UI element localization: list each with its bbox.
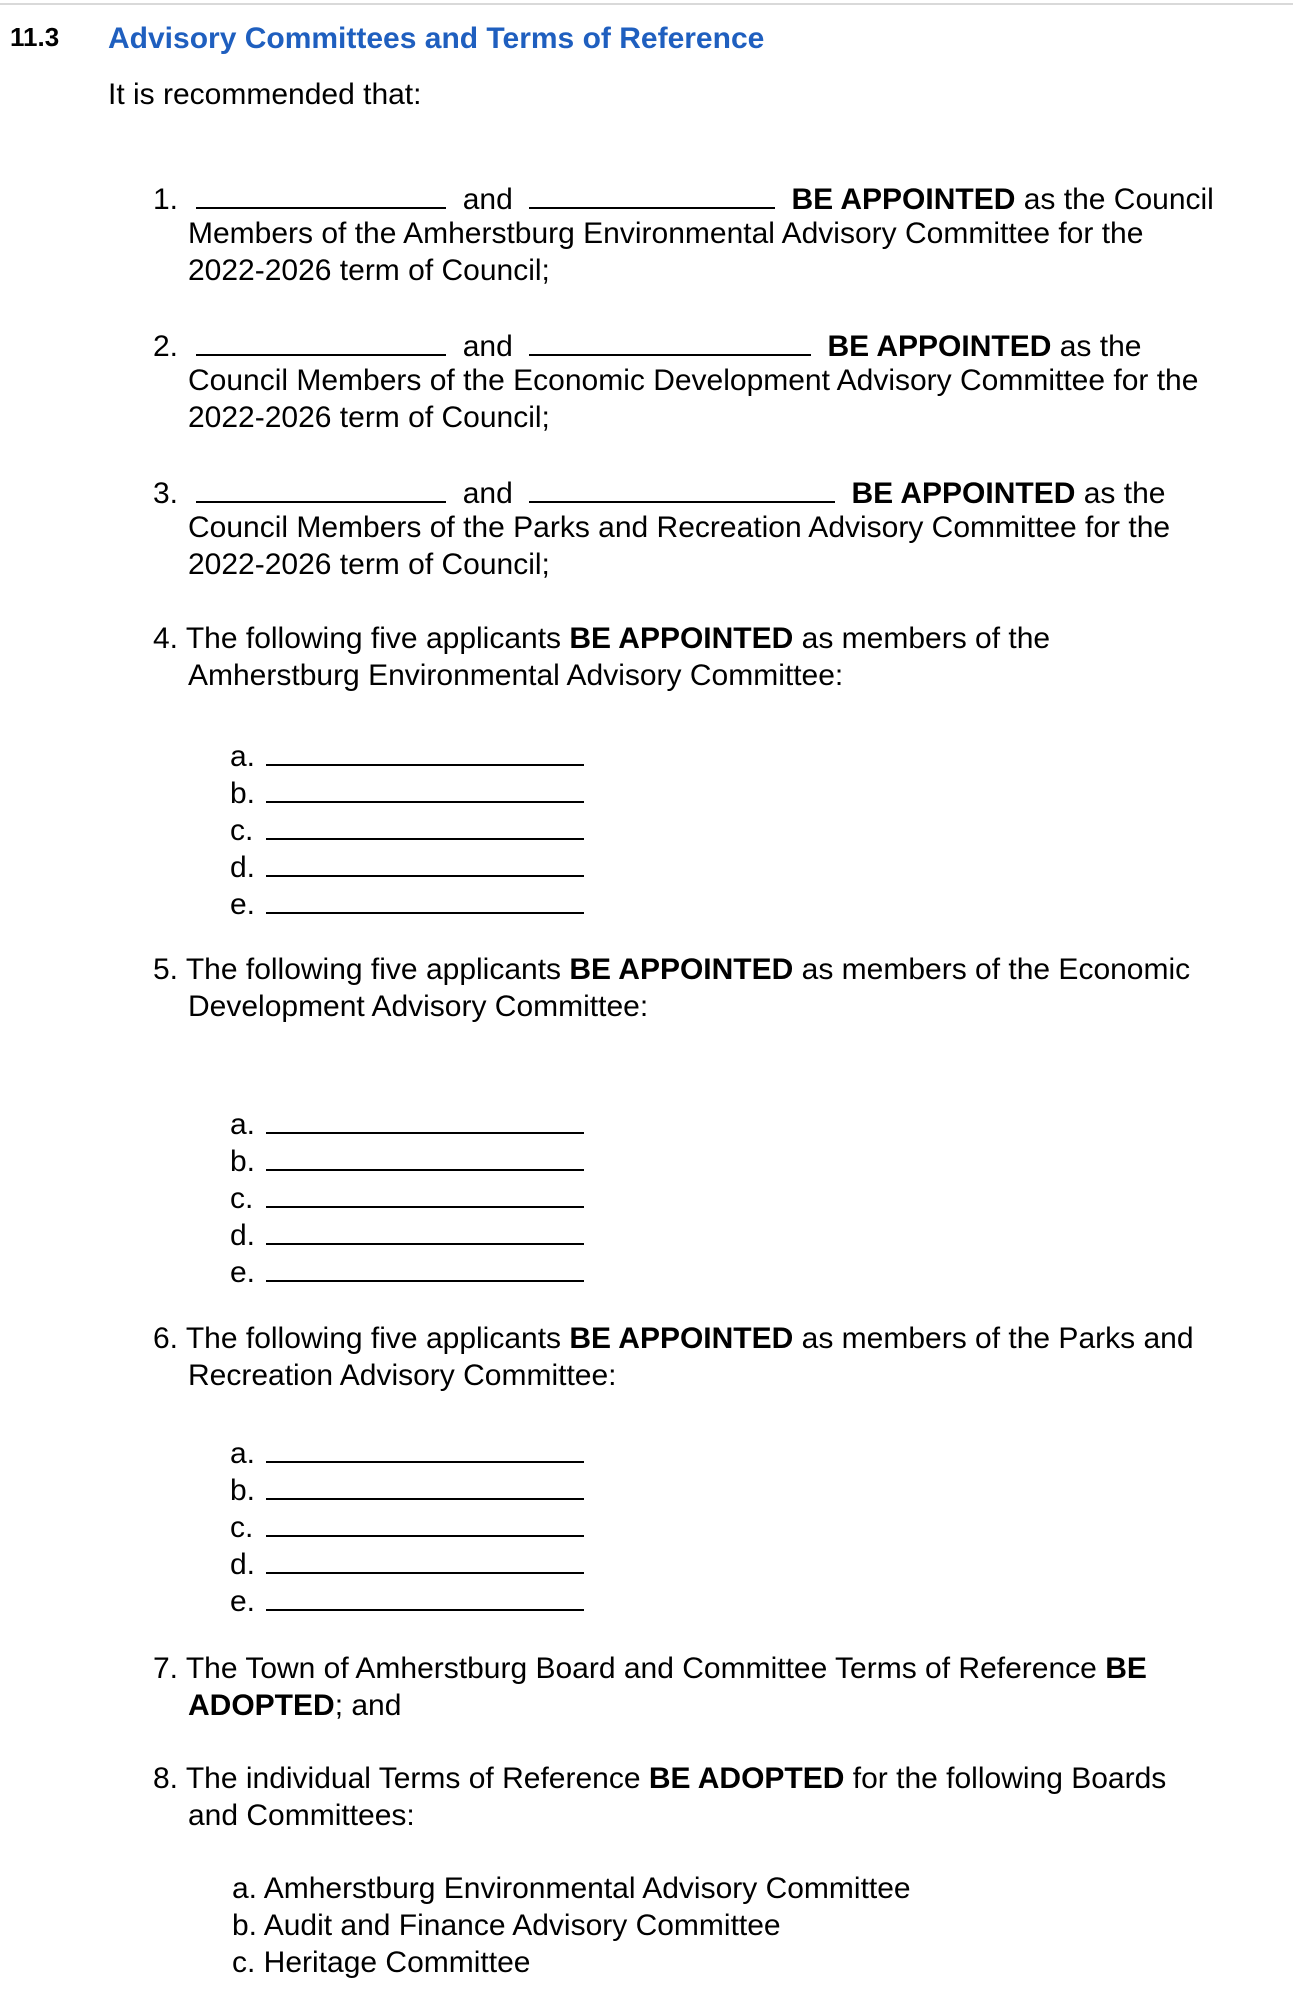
applicant-slot: e. (230, 1580, 584, 1619)
committee-list-item: c. Heritage Committee (232, 1946, 531, 1979)
applicant-blank[interactable] (266, 1140, 584, 1171)
applicant-slot: b. (230, 1469, 584, 1508)
item-8-line-2: and Committees: (188, 1799, 415, 1832)
applicant-blank[interactable] (266, 1251, 584, 1282)
applicant-slot: e. (230, 883, 584, 922)
council-member-blank[interactable] (529, 178, 775, 209)
applicant-blank[interactable] (266, 735, 584, 766)
item-1-line-3: 2022-2026 term of Council; (188, 254, 550, 287)
section-title: Advisory Committees and Terms of Reference (108, 22, 765, 55)
council-member-blank[interactable] (196, 178, 446, 209)
council-member-blank[interactable] (529, 472, 835, 503)
applicant-blank[interactable] (266, 1432, 584, 1463)
item-7-line-1: 7. The Town of Amherstburg Board and Committee Terms of Reference BE (153, 1652, 1147, 1685)
item-2-line-3: 2022-2026 term of Council; (188, 401, 550, 434)
item-1-line-1: 1. and BE APPOINTED as the Council (153, 178, 1214, 218)
applicant-slot: d. (230, 1214, 584, 1253)
item-2-line-2: Council Members of the Economic Development Advisory Committee for the (188, 364, 1199, 397)
section-number: 11.3 (10, 22, 60, 52)
applicant-blank[interactable] (266, 1506, 584, 1537)
applicant-slot: c. (230, 1177, 584, 1216)
council-member-blank[interactable] (529, 325, 811, 356)
item-6-line-1: 6. The following five applicants BE APPOINTED as members of the Parks and (153, 1322, 1194, 1355)
applicant-slot: a. (230, 1432, 584, 1471)
applicant-slot: d. (230, 846, 584, 885)
applicant-blank[interactable] (266, 809, 584, 840)
applicant-blank[interactable] (266, 1580, 584, 1611)
intro-text: It is recommended that: (108, 78, 422, 111)
item-8-line-1: 8. The individual Terms of Reference BE ADOPTED for the following Boards (153, 1762, 1167, 1795)
item-3-line-2: Council Members of the Parks and Recreation Advisory Committee for the (188, 511, 1171, 544)
applicant-blank[interactable] (266, 846, 584, 877)
applicant-slot: c. (230, 1506, 584, 1545)
item-3-line-3: 2022-2026 term of Council; (188, 548, 550, 581)
applicant-blank[interactable] (266, 1103, 584, 1134)
item-2-line-1: 2. and BE APPOINTED as the (153, 325, 1141, 365)
item-7-line-2: ADOPTED; and (188, 1689, 402, 1722)
applicant-blank[interactable] (266, 1543, 584, 1574)
applicant-blank[interactable] (266, 1214, 584, 1245)
applicant-slot: a. (230, 1103, 584, 1142)
applicant-blank[interactable] (266, 772, 584, 803)
applicant-blank[interactable] (266, 1177, 584, 1208)
council-member-blank[interactable] (196, 325, 446, 356)
committee-list-item: b. Audit and Finance Advisory Committee (232, 1909, 781, 1942)
item-4-line-1: 4. The following five applicants BE APPOINTED as members of the (153, 622, 1051, 655)
applicant-slot: a. (230, 735, 584, 774)
applicant-slot: d. (230, 1543, 584, 1582)
applicant-slot: e. (230, 1251, 584, 1290)
applicant-slot: c. (230, 809, 584, 848)
applicant-blank[interactable] (266, 1469, 584, 1500)
item-4-line-2: Amherstburg Environmental Advisory Committee: (188, 659, 844, 692)
item-5-line-2: Development Advisory Committee: (188, 990, 649, 1023)
item-5-line-1: 5. The following five applicants BE APPOINTED as members of the Economic (153, 953, 1191, 986)
item-6-line-2: Recreation Advisory Committee: (188, 1359, 617, 1392)
applicant-slot: b. (230, 772, 584, 811)
applicant-blank[interactable] (266, 883, 584, 914)
committee-list-item: a. Amherstburg Environmental Advisory Committee (232, 1872, 911, 1905)
applicant-slot: b. (230, 1140, 584, 1179)
item-1-line-2: Members of the Amherstburg Environmental Advisory Committee for the (188, 217, 1144, 250)
council-member-blank[interactable] (196, 472, 446, 503)
item-3-line-1: 3. and BE APPOINTED as the (153, 472, 1165, 512)
top-divider (0, 3, 1293, 5)
